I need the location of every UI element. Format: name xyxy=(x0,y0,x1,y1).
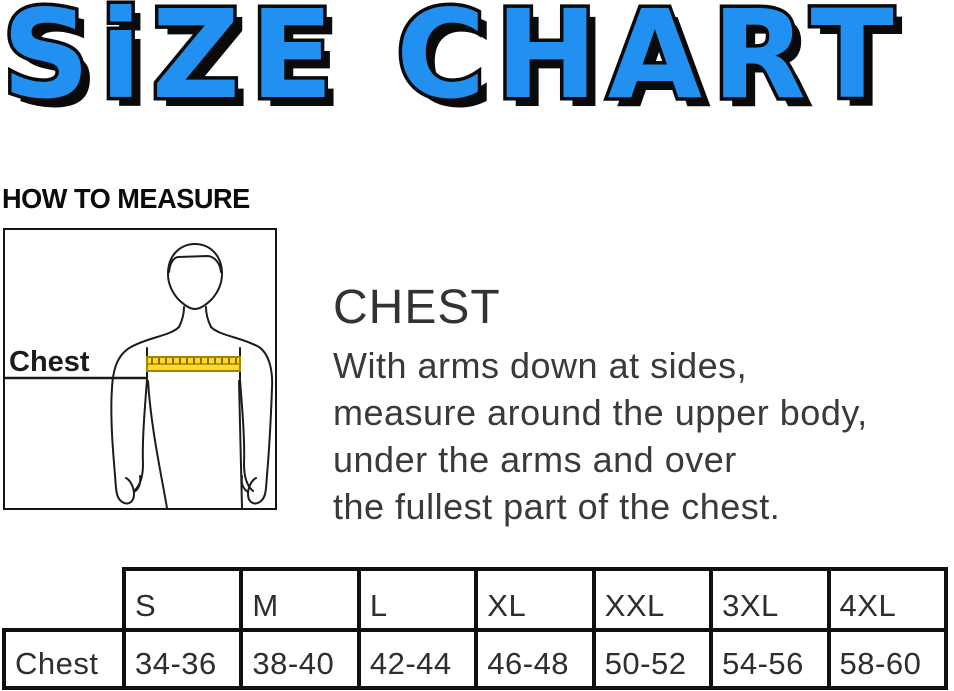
chest-range-cell: 34-36 xyxy=(124,630,241,688)
size-column-header: XL xyxy=(476,569,593,630)
instruction-line: the fullest part of the chest. xyxy=(333,486,781,527)
chest-pointer-label: Chest xyxy=(9,346,90,378)
chest-instructions xyxy=(333,281,953,530)
left-torso-side xyxy=(148,381,167,508)
size-column-header: 4XL xyxy=(829,569,946,630)
hairline xyxy=(169,256,221,272)
row-label-chest: Chest xyxy=(4,630,124,688)
instruction-line: under the arms and over xyxy=(333,439,737,480)
head-outline xyxy=(168,244,222,309)
chest-range-cell: 46-48 xyxy=(476,630,593,688)
tape-measure xyxy=(147,357,240,371)
left-inner-arm xyxy=(134,380,147,491)
empty-corner-cell xyxy=(4,569,124,630)
page-title: SiZE CHART xyxy=(2,0,904,126)
size-column-header: 3XL xyxy=(711,569,828,630)
chest-range-cell: 38-40 xyxy=(241,630,358,688)
neck-right xyxy=(206,307,211,327)
chest-range-cell: 42-44 xyxy=(359,630,476,688)
instruction-line: With arms down at sides, xyxy=(333,345,748,386)
size-table-header-row xyxy=(4,569,946,630)
size-column-header: XXL xyxy=(594,569,711,630)
how-to-measure-heading: HOW TO MEASURE xyxy=(2,183,250,214)
neck-left xyxy=(179,307,184,327)
instruction-line: measure around the upper body, xyxy=(333,392,868,433)
chest-range-cell: 50-52 xyxy=(594,630,711,688)
chest-measurements-row xyxy=(4,630,946,688)
size-column-header: S xyxy=(124,569,241,630)
chest-heading: CHEST xyxy=(333,281,501,334)
size-table xyxy=(2,567,948,690)
chest-range-cell: 54-56 xyxy=(711,630,828,688)
size-column-header: M xyxy=(241,569,358,630)
torso-illustration xyxy=(5,230,275,508)
size-column-header: L xyxy=(359,569,476,630)
chest-range-cell: 58-60 xyxy=(829,630,946,688)
measurement-diagram xyxy=(3,228,277,510)
